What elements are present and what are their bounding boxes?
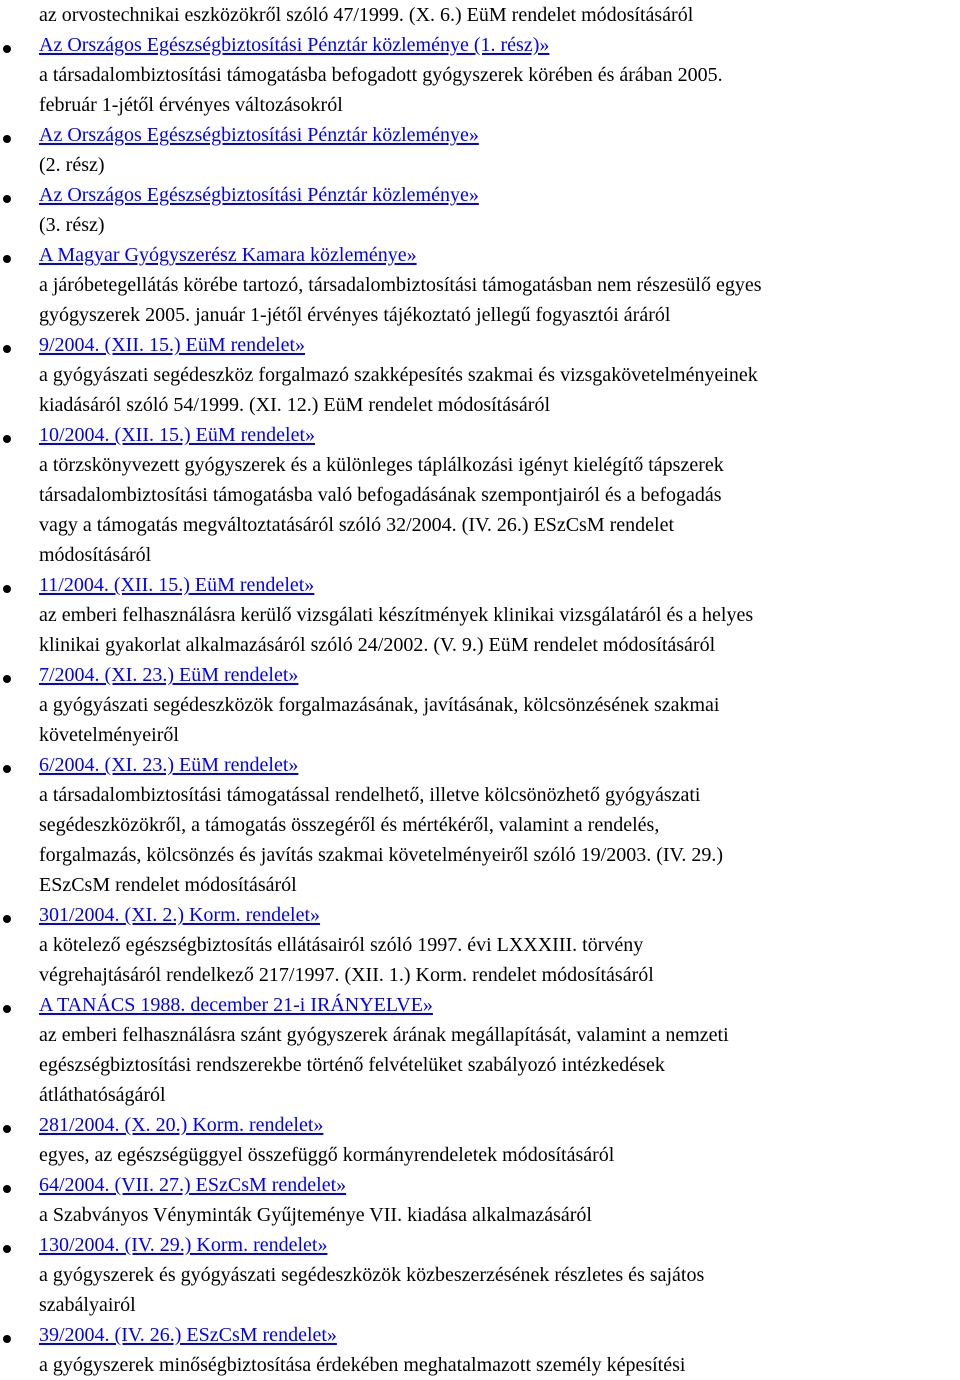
entry-description xyxy=(39,1260,957,1320)
entry-link[interactable]: 130/2004. (IV. 29.) Korm. rendelet» xyxy=(39,1234,328,1256)
bullet-icon xyxy=(3,1335,11,1343)
description-line: a gyógyszerek és gyógyászati segédeszközök közbeszerzésének részletes és sajátos xyxy=(39,1264,705,1286)
entry-link[interactable]: 64/2004. (VII. 27.) ESzCsM rendelet» xyxy=(39,1174,347,1196)
entry-description xyxy=(39,270,957,330)
entry-link[interactable]: 11/2004. (XII. 15.) EüM rendelet» xyxy=(39,574,315,596)
entry-link[interactable]: 6/2004. (XI. 23.) EüM rendelet» xyxy=(39,754,299,776)
entry-description xyxy=(39,1200,957,1230)
description-line: a gyógyászati segédeszköz forgalmazó szakképesítés szakmai és vizsgakövetelményeinek xyxy=(39,364,758,386)
description-line: segédeszközökről, a támogatás összegéről és mértékéről, valamint a rendelés, xyxy=(39,814,660,836)
bullet-icon xyxy=(3,675,11,683)
entry-link[interactable]: A TANÁCS 1988. december 21-i IRÁNYELVE» xyxy=(39,994,433,1016)
bullet-icon xyxy=(3,1185,11,1193)
entry-description xyxy=(39,1140,957,1170)
intro-line: az orvostechnikai eszközökről szóló 47/1999. (X. 6.) EüM rendelet módosításáról xyxy=(39,4,694,26)
description-line: az emberi felhasználásra szánt gyógyszerek árának megállapítását, valamint a nemzeti xyxy=(39,1024,729,1046)
description-line: forgalmazás, kölcsönzés és javítás szakmai követelményeiről szóló 19/2003. (IV. 29.) xyxy=(39,844,724,866)
description-line: a gyógyszerek minőségbiztosítása érdekében meghatalmazott személy képesítési xyxy=(39,1354,686,1376)
description-line: gyógyszerek 2005. január 1-jétől érvényes tájékoztató jellegű fogyasztói áráról xyxy=(39,304,671,326)
bullet-icon xyxy=(3,45,11,53)
entry-description xyxy=(39,360,957,420)
description-line: (2. rész) xyxy=(39,154,105,176)
description-line: vagy a támogatás megváltoztatásáról szóló 32/2004. (IV. 26.) ESzCsM rendelet xyxy=(39,514,675,536)
entry-description xyxy=(39,1020,957,1110)
description-line: módosításáról xyxy=(39,544,152,566)
bullet-icon xyxy=(3,585,11,593)
bullet-icon xyxy=(3,135,11,143)
entry-description xyxy=(39,600,957,660)
bullet-icon xyxy=(3,765,11,773)
entry-description xyxy=(39,60,957,120)
description-line: egészségbiztosítási rendszerekbe történő felvételüket szabályozó intézkedések xyxy=(39,1054,665,1076)
description-line: a társadalombiztosítási támogatással rendelhető, illetve kölcsönözhető gyógyászati xyxy=(39,784,701,806)
bullet-icon xyxy=(3,345,11,353)
entry-link[interactable]: Az Országos Egészségbiztosítási Pénztár közleménye» xyxy=(39,184,479,206)
description-line: kiadásáról szóló 54/1999. (XI. 12.) EüM rendelet módosításáról xyxy=(39,394,550,416)
entry-description xyxy=(39,930,957,990)
bullet-icon xyxy=(3,255,11,263)
description-line: (3. rész) xyxy=(39,214,105,236)
bullet-icon xyxy=(3,195,11,203)
description-line: egyes, az egészségüggyel összefüggő kormányrendeletek módosításáról xyxy=(39,1144,615,1166)
entry-link[interactable]: 281/2004. (X. 20.) Korm. rendelet» xyxy=(39,1114,324,1136)
bullet-icon xyxy=(3,435,11,443)
bullet-icon xyxy=(3,915,11,923)
entry-link[interactable]: 39/2004. (IV. 26.) ESzCsM rendelet» xyxy=(39,1324,337,1346)
description-line: az emberi felhasználásra kerülő vizsgálati készítmények klinikai vizsgálatáról és a helyes xyxy=(39,604,754,626)
description-line: a kötelező egészségbiztosítás ellátásairól szóló 1997. évi LXXXIII. törvény xyxy=(39,934,644,956)
entry-link[interactable]: 9/2004. (XII. 15.) EüM rendelet» xyxy=(39,334,306,356)
entry-description xyxy=(39,210,957,240)
entry-link[interactable]: Az Országos Egészségbiztosítási Pénztár közleménye» xyxy=(39,124,479,146)
entry-link[interactable]: 301/2004. (XI. 2.) Korm. rendelet» xyxy=(39,904,321,926)
description-line: átláthatóságáról xyxy=(39,1084,166,1106)
description-line: a járóbetegellátás körébe tartozó, társadalombiztosítási támogatásban nem részesülő egyes xyxy=(39,274,762,296)
description-line: követelményeiről xyxy=(39,724,179,746)
bullet-icon xyxy=(3,1245,11,1253)
description-line: végrehajtásáról rendelkező 217/1997. (XII. 1.) Korm. rendelet módosításáról xyxy=(39,964,654,986)
entry-link[interactable]: A Magyar Gyógyszerész Kamara közleménye» xyxy=(39,244,417,266)
description-line: a társadalombiztosítási támogatásba befogadott gyógyszerek körében és árában 2005. xyxy=(39,64,723,86)
description-line: a gyógyászati segédeszközök forgalmazásának, javításának, kölcsönzésének szakmai xyxy=(39,694,720,716)
description-line: a Szabványos Vényminták Gyűjteménye VII. kiadása alkalmazásáról xyxy=(39,1204,592,1226)
bullet-icon xyxy=(3,1125,11,1133)
entry-link[interactable]: 7/2004. (XI. 23.) EüM rendelet» xyxy=(39,664,299,686)
entry-description xyxy=(39,450,957,570)
description-line: társadalombiztosítási támogatásba való befogadásának szempontjairól és a befogadás xyxy=(39,484,722,506)
entry-description xyxy=(39,690,957,750)
description-line: szabályairól xyxy=(39,1294,136,1316)
bullet-icon xyxy=(3,1005,11,1013)
entry-description xyxy=(39,1350,957,1380)
description-line: a törzskönyvezett gyógyszerek és a különleges táplálkozási igényt kielégítő tápszerek xyxy=(39,454,724,476)
entry-link[interactable]: 10/2004. (XII. 15.) EüM rendelet» xyxy=(39,424,316,446)
entry-link[interactable]: Az Országos Egészségbiztosítási Pénztár közleménye (1. rész)» xyxy=(39,34,550,56)
description-line: ESzCsM rendelet módosításáról xyxy=(39,874,297,896)
description-line: klinikai gyakorlat alkalmazásáról szóló 24/2002. (V. 9.) EüM rendelet módosításáról xyxy=(39,634,716,656)
entry-description xyxy=(39,780,957,900)
description-line: február 1-jétől érvényes változásokról xyxy=(39,94,343,116)
entry-description xyxy=(39,150,957,180)
